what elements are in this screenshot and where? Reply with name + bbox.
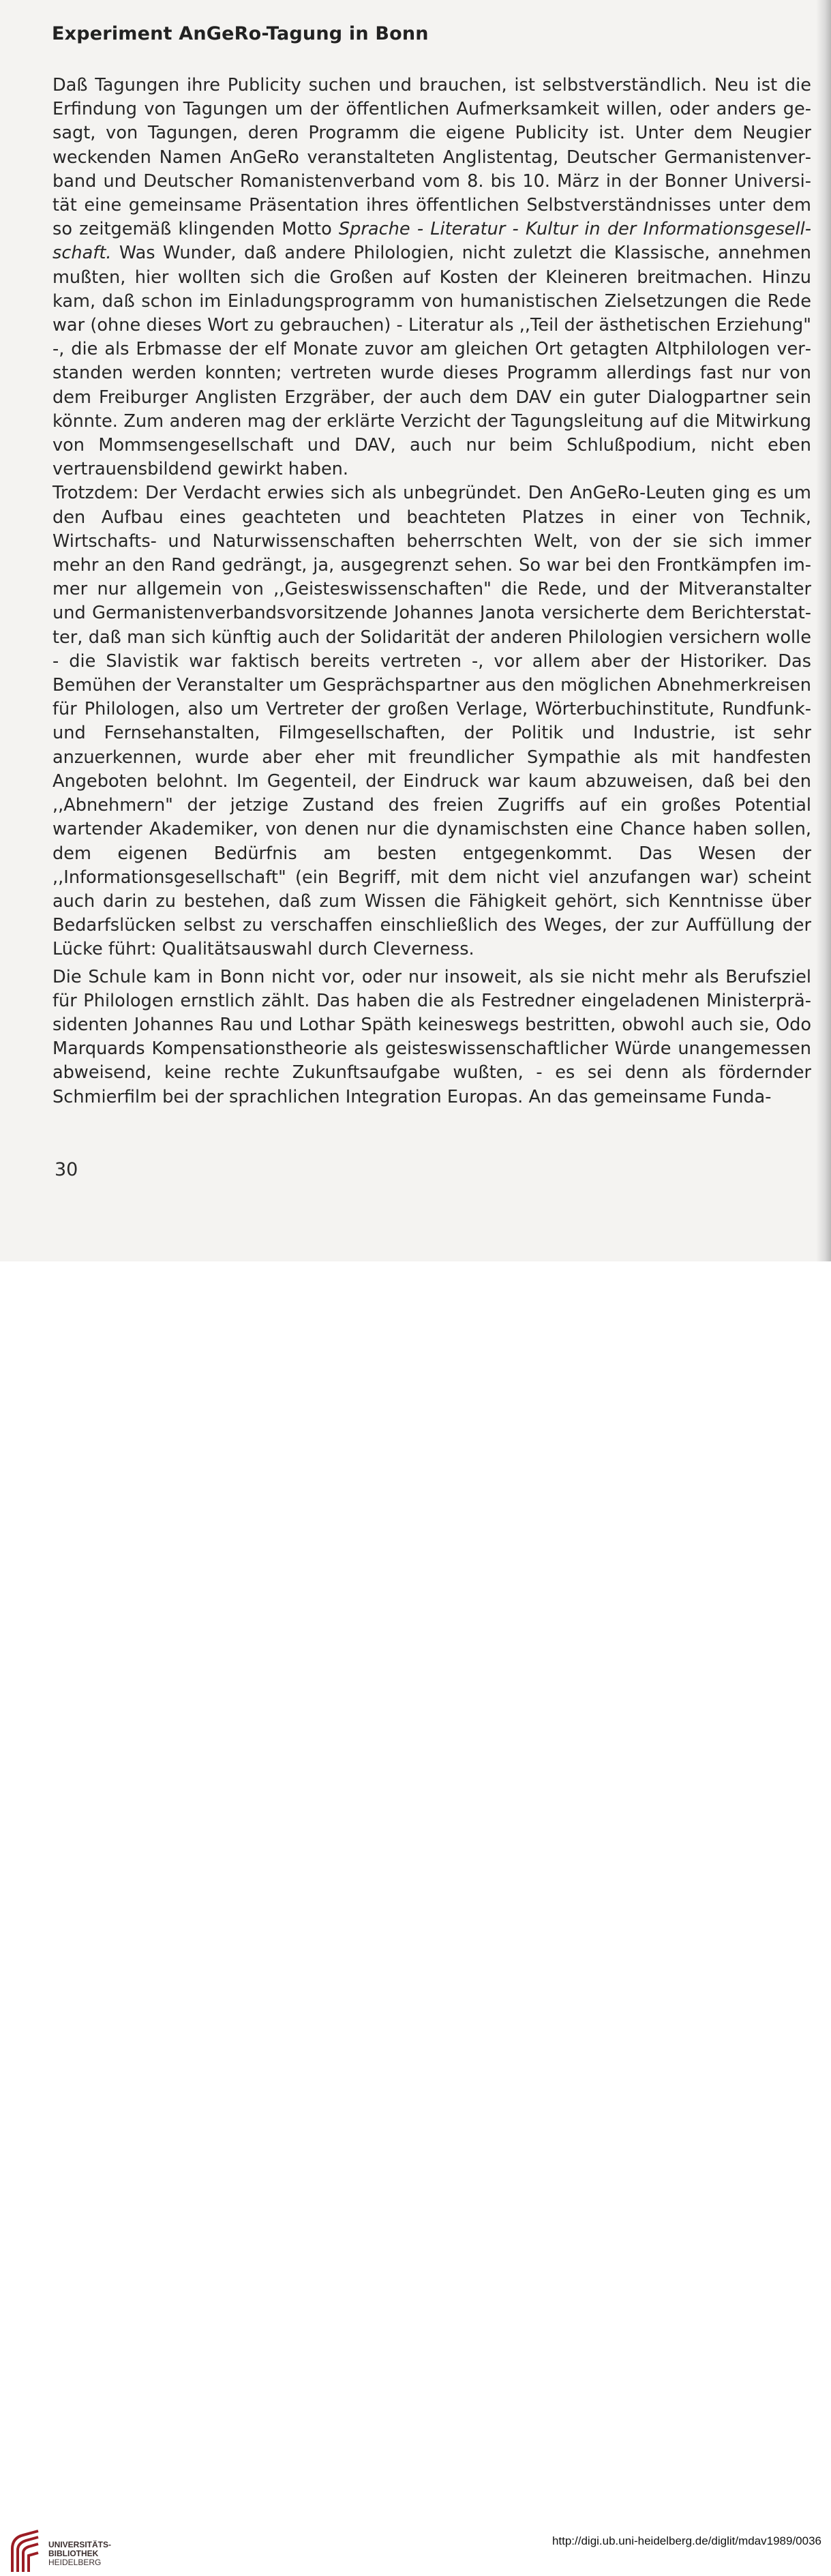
text-run: Die Schule kam in Bonn nicht vor, oder nur insoweit, als sie nicht mehr als Berufsziel für Philologen ernstlich zählt. Das haben die als Festredner eingeladenen Ministerpräsidenten Johannes Rau und Lothar Späth keineswegs bestritten, obwohl auch sie, Odo Marquards Kompensationstheorie als geisteswissenschaftlicher Würde unangemessen abweisend, keine rechte Zukunftsaufgabe wußten, - es sei denn als fördernder Schmierfilm bei der sprachlichen Integration Europas. An das gemeinsame Funda- bbox=[52, 966, 811, 1107]
institution-name bbox=[48, 2541, 111, 2567]
italic-text-run: Sprache - Literatur - Kultur in der Informationsgesellschaft. bbox=[52, 219, 811, 264]
institution-line-3: HEIDELBERG bbox=[48, 2558, 102, 2567]
text-run: Was Wunder, daß andere Philologien, nicht zuletzt die Klassische, annehmen mußten, hier wollten sich die Großen auf Kosten der Kleineren breitmachen. Hinzu kam, daß schon im Einladungsprogramm von humanistischen Zielsetzungen die Rede war (ohne dieses Wort zu gebrauchen) - Literatur als ,,Teil der ästhetischen Erziehung" -, die als Erbmasse der elf Monate zuvor am gleichen Ort getagten Altphilologen verstanden werden konnten; vertreten wurde dieses Programm allerdings fast nur von dem Freiburger Anglisten Erzgräber, der auch dem DAV ein guter Dialogpartner sein könnte. Zum anderen mag der erklärte Verzicht der Tagungsleitung auf die Mitwirkung von Mommsengesellschaft und DAV, auch nur beim Schlußpodium, nicht eben vertrauensbildend gewirkt haben. bbox=[52, 243, 811, 480]
text-run: Trotzdem: Der Verdacht erwies sich als unbegründet. Den AnGeRo-Leuten ging es um den Aufbau eines geachteten und beachteten Platzes in einer von Technik, Wirtschafts- und Naturwissenschaften beherrschten Welt, von der sie sich immer mehr an den Rand gedrängt, ja, ausgegrenzt sehen. So war bei den Frontkämpfen immer nur allgemein von ,,Geisteswissenschaften" die Rede, und der Mitveranstalter und Germanistenverbandsvorsitzende Johannes Janota versicherte dem Berichterstatter, daß man sich künftig auch der Solidarität der anderen Philologien versichern wolle - die Slavistik war faktisch bereits vertreten -, vor allem aber der Historiker. Das Bemühen der Veranstalter um Gesprächspartner aus den möglichen Abnehmerkreisen für Philologen, also um Vertreter der großen Verlage, Wörterbuchinstitute, Rundfunk-und Fernsehanstalten, Filmgesellschaften, der Politik und Industrie, ist sehr anzuerkennen, wurde aber eher mit freundlicher Sympathie als mit handfesten Angeboten belohnt. Im Gegenteil, der Eindruck war kaum abzuweisen, daß bei den ,,Abnehmern" der jetzige Zustand des freien Zugriffs auf ein großes Potential wartender Akademiker, von denen nur die dynamischsten eine Chance haben sollen, dem eigenen Bedürfnis am besten entgegenkommt. Das Wesen der ,,Informationsgesellschaft" (ein Begriff, mit dem nicht viel anzufangen war) scheint auch darin zu bestehen, daß zum Wissen die Fähigkeit gehört, sich Kenntnisse über Bedarfslücken selbst zu verschaffen einschließlich des Weges, der zur Auffüllung der Lücke führt: Qualitätsauswahl durch Cleverness. bbox=[52, 483, 811, 960]
university-library-logo-icon bbox=[8, 2528, 44, 2576]
institution-line-1: UNIVERSITÄTS- bbox=[48, 2540, 112, 2549]
source-url-link[interactable]: http://digi.ub.uni-heidelberg.de/diglit/mdav1989/0036 bbox=[552, 2534, 821, 2547]
institution-line-2: BIBLIOTHEK bbox=[48, 2549, 99, 2558]
article-title: Experiment AnGeRo-Tagung in Bonn bbox=[52, 23, 429, 44]
paragraph bbox=[52, 481, 811, 961]
paragraph bbox=[52, 965, 811, 1109]
article-body bbox=[52, 74, 811, 1109]
digitization-footer bbox=[0, 1261, 831, 2567]
scanned-page bbox=[0, 0, 831, 1261]
paragraph bbox=[52, 74, 811, 481]
page-number: 30 bbox=[55, 1159, 78, 1180]
text-run: Daß Tagungen ihre Publicity suchen und brauchen, ist selbstverständlich. Neu ist die Erfindung von Tagungen um der öffentlichen Aufmerksamkeit willen, oder anders gesagt, von Tagungen, deren Programm die eigene Publicity ist. Unter dem Neugier weckenden Namen AnGeRo veranstalteten Anglistentag, Deutscher Germanistenverband und Deutscher Romanistenverband vom 8. bis 10. März in der Bonner Universität eine gemeinsame Präsentation ihres öffentlichen Selbstverständnisses unter dem so zeitgemäß klingenden Motto bbox=[52, 75, 811, 240]
